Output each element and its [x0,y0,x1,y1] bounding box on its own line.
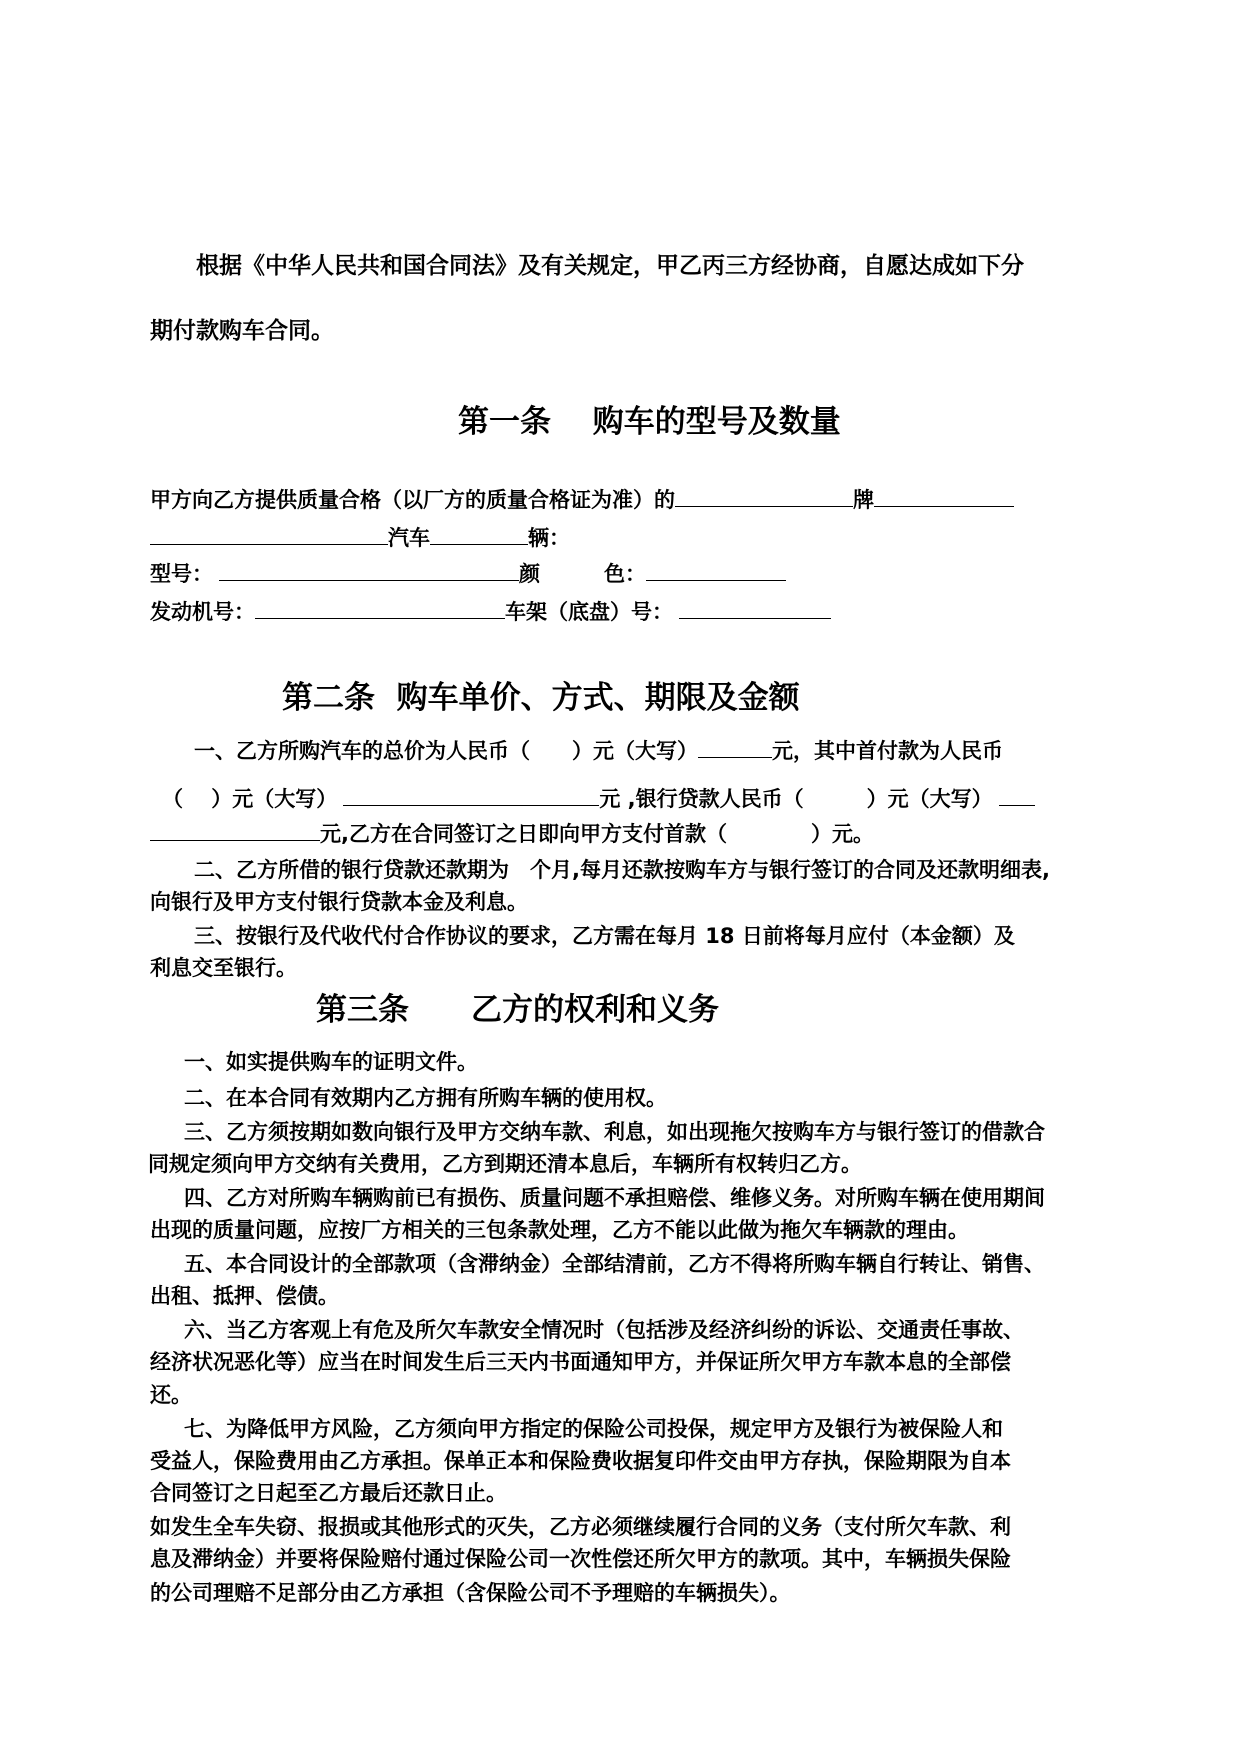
article-3-item-4: 四、乙方对所购车辆购前已有损伤、质量问题不承担赔偿、维修义务。对所购车辆在使用期间 [184,1186,1045,1210]
article-2-p2-line-2: 向银行及甲方支付银行贷款本金及利息。 [150,890,528,914]
brand-blank[interactable] [675,486,853,507]
frame-label: 车架（底盘）号： [505,600,673,624]
article-2-p1-line-1 [194,737,1003,765]
article-3-loss-line-2: 息及滞纳金）并要将保险赔付通过保险公司一次性偿还所欠甲方的款项。其中，车辆损失保险 [150,1547,1011,1571]
article-3-item-7: 七、为降低甲方风险，乙方须向甲方指定的保险公司投保，规定甲方及银行为被保险人和 [184,1417,1003,1441]
article-3-item-3: 三、乙方须按期如数向银行及甲方交纳车款、利息，如出现拖欠按购车方与银行签订的借款合 [184,1120,1045,1144]
article-1-car-line [150,524,570,552]
article-3-item-3-cont: 同规定须向甲方交纳有关费用，乙方到期还清本息后，车辆所有权转归乙方。 [148,1152,862,1176]
article-3-item-6-cont-2: 还。 [150,1383,192,1407]
loan-upper-blank-a[interactable] [999,785,1035,806]
price-upper-blank[interactable] [698,737,772,758]
article-1-engine-line [150,598,831,626]
brand-label: 牌 [853,488,874,512]
article-3-item-7-cont-2: 合同签订之日起至乙方最后还款日止。 [150,1481,507,1505]
car-label: 汽车 [388,526,430,550]
down-payment-upper-blank[interactable] [343,785,599,806]
article-3-item-6-cont-1: 经济状况恶化等）应当在时间发生后三天内书面通知甲方，并保证所欠甲方车款本息的全部偿 [150,1350,1011,1374]
units-blank[interactable] [430,524,528,545]
article-3-item-4-cont: 出现的质量问题，应按厂方相关的三包条款处理，乙方不能以此做为拖欠车辆款的理由。 [150,1218,969,1242]
intro-line-2: 期付款购车合同。 [150,318,334,344]
engine-label: 发动机号： [150,600,255,624]
article-1-model-line [150,560,786,588]
price-text-b: 元，其中首付款为人民币 [772,739,1003,763]
units-label: 辆： [528,526,570,550]
brand-extra-blank[interactable] [874,486,1014,507]
color-label-a: 颜 [519,562,540,586]
article-2-p2-line-1: 二、乙方所借的银行贷款还款期为 个月,每月还款按购车方与银行签订的合同及还款明细表, [194,858,1050,882]
price-text-a: 一、乙方所购汽车的总价为人民币（ ）元（大写） [194,739,698,763]
article-3-item-7-cont-1: 受益人，保险费用由乙方承担。保单正本和保险费收据复印件交由甲方存执，保险期限为自本 [150,1449,1011,1473]
model-label: 型号： [150,562,213,586]
article-1-supply-line [150,486,1014,514]
article-1-title: 第一条 购车的型号及数量 [458,404,841,440]
article-3-loss-line-1: 如发生全车失窃、报损或其他形式的灭失，乙方必须继续履行合同的义务（支付所欠车款、利 [150,1515,1011,1539]
intro-line-1: 根据《中华人民共和国合同法》及有关规定，甲乙丙三方经协商，自愿达成如下分 [196,253,1024,279]
color-label-b: 色： [604,562,646,586]
article-2-p1-line-3 [150,820,874,848]
loan-upper-blank-b[interactable] [150,820,320,841]
car-type-blank[interactable] [150,524,388,545]
article-2-p3-line-2: 利息交至银行。 [150,956,297,980]
model-blank[interactable] [219,560,519,581]
article-3-item-2: 二、在本合同有效期内乙方拥有所购车辆的使用权。 [184,1086,667,1110]
frame-blank[interactable] [679,598,831,619]
supply-prefix: 甲方向乙方提供质量合格（以厂方的质量合格证为准）的 [150,488,675,512]
article-3-item-5-cont: 出租、抵押、偿债。 [150,1284,339,1308]
article-3-item-5: 五、本合同设计的全部款项（含滞纳金）全部结清前，乙方不得将所购车辆自行转让、销售、 [184,1252,1045,1276]
article-3-item-1: 一、如实提供购车的证明文件。 [184,1050,478,1074]
article-2-title: 第二条 购车单价、方式、期限及金额 [282,680,800,716]
article-2-p3-line-1: 三、按银行及代收代付合作协议的要求，乙方需在每月 18 日前将每月应付（本金额）及 [194,924,1015,948]
loan-text: 元 ,银行贷款人民币（ ）元（大写） [599,787,993,811]
down-payment-text: （ ）元（大写） [162,787,338,811]
article-3-item-6: 六、当乙方客观上有危及所欠车款安全情况时（包括涉及经济纠纷的诉讼、交通责任事故、 [184,1318,1024,1342]
first-payment-text: 元,乙方在合同签订之日即向甲方支付首款（ ）元。 [320,822,874,846]
article-3-loss-line-3: 的公司理赔不足部分由乙方承担（含保险公司不予理赔的车辆损失）。 [150,1581,791,1605]
article-3-title: 第三条 乙方的权利和义务 [316,992,719,1028]
article-2-p1-line-2 [162,785,1035,813]
engine-blank[interactable] [255,598,505,619]
color-blank[interactable] [646,560,786,581]
